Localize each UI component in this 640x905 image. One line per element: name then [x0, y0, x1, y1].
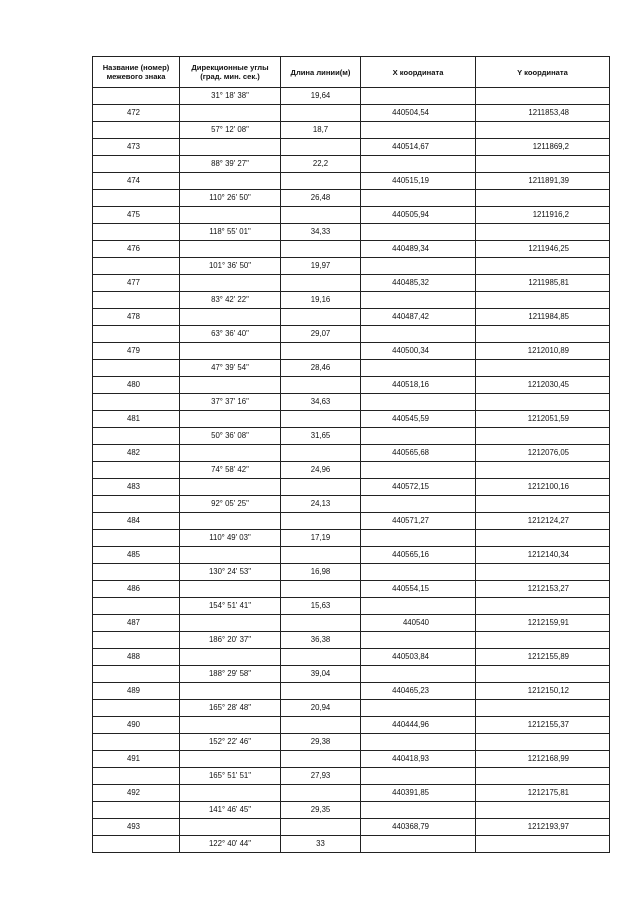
segment-row [93, 360, 610, 377]
segment-row [93, 292, 610, 309]
length-cell: 26,48 [281, 190, 361, 207]
empty-cell [476, 700, 610, 717]
empty-cell [476, 666, 610, 683]
point-name-cell: 472 [93, 105, 180, 122]
length-cell: 15,63 [281, 598, 361, 615]
point-row [93, 479, 610, 496]
length-cell: 39,04 [281, 666, 361, 683]
segment-row [93, 768, 610, 785]
empty-cell [361, 292, 476, 309]
y-coordinate-cell: 1212155,89 [476, 649, 610, 666]
empty-cell [281, 207, 361, 224]
bearing-cell: 74° 58' 42" [180, 462, 281, 479]
empty-cell [93, 190, 180, 207]
point-row [93, 411, 610, 428]
empty-cell [361, 836, 476, 853]
x-coordinate-cell: 440515,19 [361, 173, 476, 190]
x-coordinate-cell: 440368,79 [361, 819, 476, 836]
point-name-cell: 479 [93, 343, 180, 360]
y-coordinate-cell: 1212168,99 [476, 751, 610, 768]
empty-cell [180, 819, 281, 836]
point-name-cell: 473 [93, 139, 180, 156]
segment-row [93, 156, 610, 173]
empty-cell [180, 649, 281, 666]
empty-cell [361, 88, 476, 105]
bearing-cell: 31° 18' 38" [180, 88, 281, 105]
empty-cell [476, 224, 610, 241]
empty-cell [281, 309, 361, 326]
point-row [93, 819, 610, 836]
segment-row [93, 632, 610, 649]
bearing-cell: 122° 40' 44" [180, 836, 281, 853]
point-row [93, 751, 610, 768]
empty-cell [281, 479, 361, 496]
empty-cell [281, 615, 361, 632]
bearing-cell: 186° 20' 37" [180, 632, 281, 649]
empty-cell [361, 598, 476, 615]
bearing-cell: 130° 24' 53" [180, 564, 281, 581]
empty-cell [93, 496, 180, 513]
segment-row [93, 428, 610, 445]
empty-cell [180, 547, 281, 564]
empty-cell [180, 445, 281, 462]
x-coordinate-cell: 440504,54 [361, 105, 476, 122]
segment-row [93, 530, 610, 547]
empty-cell [93, 734, 180, 751]
empty-cell [93, 88, 180, 105]
empty-cell [361, 156, 476, 173]
empty-cell [93, 666, 180, 683]
length-cell: 22,2 [281, 156, 361, 173]
x-coordinate-cell: 440572,15 [361, 479, 476, 496]
length-cell: 19,97 [281, 258, 361, 275]
x-coordinate-cell: 440465,23 [361, 683, 476, 700]
y-coordinate-cell: 1212051,59 [476, 411, 610, 428]
y-coordinate-cell: 1212155,37 [476, 717, 610, 734]
x-coordinate-cell: 440505,94 [361, 207, 476, 224]
length-cell: 17,19 [281, 530, 361, 547]
bearing-cell: 154° 51' 41" [180, 598, 281, 615]
empty-cell [476, 326, 610, 343]
table-header-row [93, 57, 610, 88]
empty-cell [93, 700, 180, 717]
empty-cell [281, 343, 361, 360]
point-row [93, 717, 610, 734]
y-coordinate-cell: 1212124,27 [476, 513, 610, 530]
header-y: Y координата [476, 57, 610, 88]
segment-row [93, 496, 610, 513]
segment-row [93, 122, 610, 139]
empty-cell [281, 411, 361, 428]
length-cell: 33 [281, 836, 361, 853]
empty-cell [180, 785, 281, 802]
empty-cell [180, 479, 281, 496]
x-coordinate-cell: 440503,84 [361, 649, 476, 666]
x-coordinate-cell: 440391,85 [361, 785, 476, 802]
length-cell: 19,64 [281, 88, 361, 105]
y-coordinate-cell: 1212010,89 [476, 343, 610, 360]
bearing-cell: 188° 29' 58" [180, 666, 281, 683]
length-cell: 19,16 [281, 292, 361, 309]
empty-cell [361, 360, 476, 377]
empty-cell [93, 292, 180, 309]
empty-cell [180, 207, 281, 224]
point-row [93, 445, 610, 462]
empty-cell [93, 394, 180, 411]
x-coordinate-cell: 440500,34 [361, 343, 476, 360]
empty-cell [93, 360, 180, 377]
bearing-cell: 165° 28' 48" [180, 700, 281, 717]
empty-cell [476, 734, 610, 751]
empty-cell [281, 105, 361, 122]
empty-cell [361, 700, 476, 717]
length-cell: 24,96 [281, 462, 361, 479]
length-cell: 29,38 [281, 734, 361, 751]
x-coordinate-cell: 440487,42 [361, 309, 476, 326]
x-coordinate-cell: 440489,34 [361, 241, 476, 258]
length-cell: 16,98 [281, 564, 361, 581]
segment-row [93, 666, 610, 683]
length-cell: 27,93 [281, 768, 361, 785]
empty-cell [361, 224, 476, 241]
x-coordinate-cell: 440518,16 [361, 377, 476, 394]
point-name-cell: 490 [93, 717, 180, 734]
empty-cell [93, 428, 180, 445]
empty-cell [281, 513, 361, 530]
empty-cell [180, 615, 281, 632]
point-name-cell: 492 [93, 785, 180, 802]
point-name-cell: 488 [93, 649, 180, 666]
empty-cell [361, 632, 476, 649]
x-coordinate-cell: 440514,67 [361, 139, 476, 156]
point-row [93, 785, 610, 802]
bearing-cell: 141° 46' 45" [180, 802, 281, 819]
empty-cell [281, 649, 361, 666]
bearing-cell: 88° 39' 27" [180, 156, 281, 173]
empty-cell [361, 530, 476, 547]
empty-cell [281, 173, 361, 190]
empty-cell [476, 836, 610, 853]
empty-cell [361, 666, 476, 683]
empty-cell [281, 139, 361, 156]
empty-cell [281, 819, 361, 836]
empty-cell [361, 122, 476, 139]
segment-row [93, 394, 610, 411]
empty-cell [476, 598, 610, 615]
empty-cell [361, 802, 476, 819]
point-name-cell: 483 [93, 479, 180, 496]
empty-cell [476, 190, 610, 207]
length-cell: 28,46 [281, 360, 361, 377]
empty-cell [476, 632, 610, 649]
segment-row [93, 836, 610, 853]
y-coordinate-cell: 1212159,91 [476, 615, 610, 632]
empty-cell [180, 683, 281, 700]
empty-cell [361, 462, 476, 479]
empty-cell [361, 258, 476, 275]
empty-cell [476, 88, 610, 105]
empty-cell [476, 122, 610, 139]
empty-cell [180, 717, 281, 734]
x-coordinate-cell: 440444,96 [361, 717, 476, 734]
length-cell: 20,94 [281, 700, 361, 717]
segment-row [93, 88, 610, 105]
bearing-cell: 152° 22' 46" [180, 734, 281, 751]
empty-cell [281, 275, 361, 292]
empty-cell [93, 326, 180, 343]
empty-cell [281, 683, 361, 700]
point-name-cell: 489 [93, 683, 180, 700]
y-coordinate-cell: 1212140,34 [476, 547, 610, 564]
empty-cell [180, 581, 281, 598]
empty-cell [180, 343, 281, 360]
y-coordinate-cell: 1211946,25 [476, 241, 610, 258]
x-coordinate-cell: 440565,68 [361, 445, 476, 462]
segment-row [93, 802, 610, 819]
point-row [93, 241, 610, 258]
point-name-cell: 482 [93, 445, 180, 462]
empty-cell [476, 292, 610, 309]
bearing-cell: 50° 36' 08" [180, 428, 281, 445]
y-coordinate-cell: 1211853,48 [476, 105, 610, 122]
empty-cell [361, 326, 476, 343]
empty-cell [180, 139, 281, 156]
empty-cell [361, 734, 476, 751]
empty-cell [281, 751, 361, 768]
bearing-cell: 37° 37' 16" [180, 394, 281, 411]
segment-row [93, 598, 610, 615]
empty-cell [476, 802, 610, 819]
length-cell: 36,38 [281, 632, 361, 649]
empty-cell [361, 496, 476, 513]
empty-cell [180, 411, 281, 428]
point-row [93, 105, 610, 122]
empty-cell [476, 462, 610, 479]
bearing-cell: 83° 42' 22" [180, 292, 281, 309]
bearing-cell: 110° 49' 03" [180, 530, 281, 547]
point-row [93, 173, 610, 190]
segment-row [93, 734, 610, 751]
empty-cell [361, 428, 476, 445]
empty-cell [93, 598, 180, 615]
y-coordinate-cell: 1212150,12 [476, 683, 610, 700]
y-coordinate-cell: 1211984,85 [476, 309, 610, 326]
empty-cell [93, 224, 180, 241]
empty-cell [281, 581, 361, 598]
y-coordinate-cell: 1212030,45 [476, 377, 610, 394]
length-cell: 18,7 [281, 122, 361, 139]
empty-cell [93, 462, 180, 479]
empty-cell [281, 717, 361, 734]
x-coordinate-cell: 440565,16 [361, 547, 476, 564]
segment-row [93, 700, 610, 717]
x-coordinate-cell: 440554,15 [361, 581, 476, 598]
segment-row [93, 564, 610, 581]
point-name-cell: 475 [93, 207, 180, 224]
empty-cell [180, 241, 281, 258]
length-cell: 31,65 [281, 428, 361, 445]
point-name-cell: 491 [93, 751, 180, 768]
empty-cell [93, 122, 180, 139]
x-coordinate-cell: 440540 [361, 615, 476, 632]
y-coordinate-cell: 1212100,16 [476, 479, 610, 496]
x-coordinate-cell: 440545,59 [361, 411, 476, 428]
point-name-cell: 493 [93, 819, 180, 836]
point-row [93, 309, 610, 326]
y-coordinate-cell: 1212076,05 [476, 445, 610, 462]
empty-cell [180, 751, 281, 768]
point-name-cell: 477 [93, 275, 180, 292]
point-row [93, 615, 610, 632]
bearing-cell: 63° 36' 40" [180, 326, 281, 343]
empty-cell [93, 836, 180, 853]
point-row [93, 683, 610, 700]
header-length: Длина линии(м) [281, 57, 361, 88]
segment-row [93, 258, 610, 275]
segment-row [93, 326, 610, 343]
empty-cell [476, 258, 610, 275]
empty-cell [180, 513, 281, 530]
point-row [93, 207, 610, 224]
bearing-cell: 47° 39' 54" [180, 360, 281, 377]
y-coordinate-cell: 1212175,81 [476, 785, 610, 802]
x-coordinate-cell: 440485,32 [361, 275, 476, 292]
header-x: Х координата [361, 57, 476, 88]
segment-row [93, 224, 610, 241]
empty-cell [180, 377, 281, 394]
x-coordinate-cell: 440418,93 [361, 751, 476, 768]
empty-cell [476, 428, 610, 445]
point-row [93, 343, 610, 360]
length-cell: 34,33 [281, 224, 361, 241]
table-body [93, 88, 610, 853]
y-coordinate-cell: 1211891,39 [476, 173, 610, 190]
y-coordinate-cell: 1212153,27 [476, 581, 610, 598]
header-name: Название (номер) межевого знака [93, 57, 180, 88]
point-row [93, 581, 610, 598]
empty-cell [180, 309, 281, 326]
point-row [93, 513, 610, 530]
empty-cell [476, 530, 610, 547]
bearing-cell: 101° 36' 50" [180, 258, 281, 275]
empty-cell [93, 258, 180, 275]
bearing-cell: 118° 55' 01" [180, 224, 281, 241]
empty-cell [281, 445, 361, 462]
point-name-cell: 480 [93, 377, 180, 394]
empty-cell [180, 105, 281, 122]
empty-cell [361, 768, 476, 785]
y-coordinate-cell: 1212193,97 [476, 819, 610, 836]
point-name-cell: 487 [93, 615, 180, 632]
empty-cell [281, 241, 361, 258]
point-row [93, 649, 610, 666]
point-name-cell: 485 [93, 547, 180, 564]
point-name-cell: 484 [93, 513, 180, 530]
point-row [93, 377, 610, 394]
empty-cell [180, 275, 281, 292]
y-coordinate-cell: 1211916,2 [476, 207, 610, 224]
bearing-cell: 92° 05' 25" [180, 496, 281, 513]
point-name-cell: 478 [93, 309, 180, 326]
point-name-cell: 486 [93, 581, 180, 598]
empty-cell [93, 802, 180, 819]
empty-cell [361, 394, 476, 411]
empty-cell [361, 564, 476, 581]
empty-cell [93, 530, 180, 547]
empty-cell [281, 547, 361, 564]
length-cell: 24,13 [281, 496, 361, 513]
y-coordinate-cell: 1211985,81 [476, 275, 610, 292]
empty-cell [476, 156, 610, 173]
empty-cell [281, 377, 361, 394]
empty-cell [476, 394, 610, 411]
length-cell: 29,35 [281, 802, 361, 819]
length-cell: 29,07 [281, 326, 361, 343]
empty-cell [93, 156, 180, 173]
point-row [93, 275, 610, 292]
empty-cell [180, 173, 281, 190]
empty-cell [476, 360, 610, 377]
bearing-cell: 165° 51' 51" [180, 768, 281, 785]
bearing-cell: 57° 12' 08" [180, 122, 281, 139]
boundary-coordinates-table [92, 56, 610, 853]
bearing-cell: 110° 26' 50" [180, 190, 281, 207]
segment-row [93, 462, 610, 479]
empty-cell [93, 564, 180, 581]
length-cell: 34,63 [281, 394, 361, 411]
empty-cell [476, 564, 610, 581]
point-row [93, 547, 610, 564]
y-coordinate-cell: 1211869,2 [476, 139, 610, 156]
point-row [93, 139, 610, 156]
empty-cell [476, 496, 610, 513]
empty-cell [281, 785, 361, 802]
header-angle: Дирекционные углы (град. мин. сек.) [180, 57, 281, 88]
empty-cell [93, 768, 180, 785]
empty-cell [361, 190, 476, 207]
segment-row [93, 190, 610, 207]
point-name-cell: 481 [93, 411, 180, 428]
empty-cell [476, 768, 610, 785]
point-name-cell: 476 [93, 241, 180, 258]
x-coordinate-cell: 440571,27 [361, 513, 476, 530]
point-name-cell: 474 [93, 173, 180, 190]
empty-cell [93, 632, 180, 649]
